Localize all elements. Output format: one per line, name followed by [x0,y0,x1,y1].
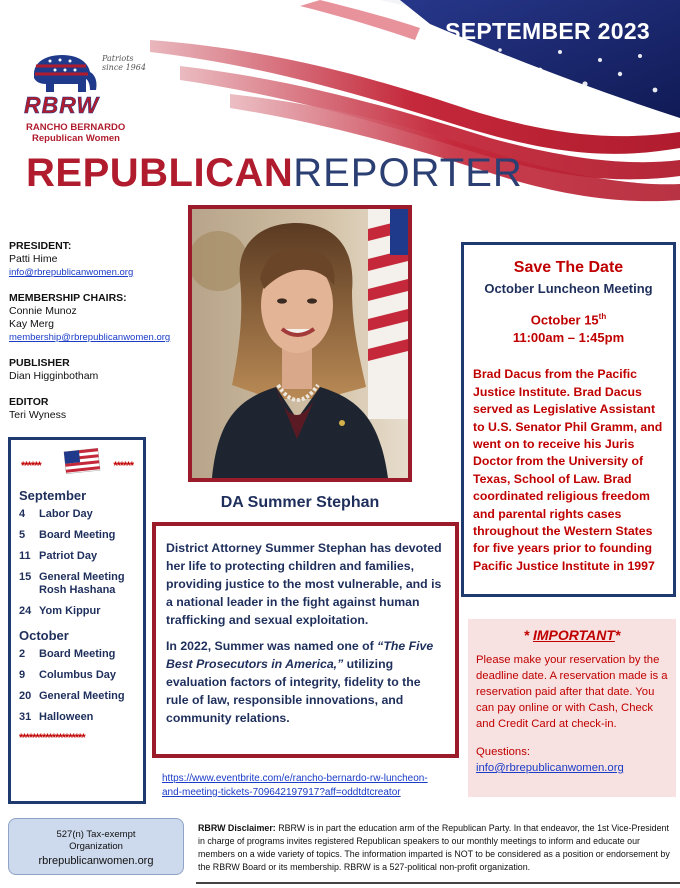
portrait-caption: DA Summer Stephan [220,494,380,511]
logo-org-line1: RANCHO BERNARDO [26,122,126,133]
speaker-bio-box [152,522,459,758]
calendar-event: 20 General Meeting [19,690,125,702]
eventbrite-ticket-link[interactable]: https://www.eventbrite.com/e/rancho-bernardo-rw-luncheon- and-meeting-tickets-709642197917?aff=oddtdtcreator [162,773,428,798]
calendar-event: 24 Yom Kippur [19,605,101,617]
disclaimer: RBRW Disclaimer: RBRW is in part the education arm of the Republican Party. In that endeavor, the 1st Vice-President in charge of programs invites registered Republican speakers to our monthly meetings to inform and educate our members on a wide variety of topics. The information imparted is NOT to be considered as a position or endorsement by the RBRW Board or its membership. RBRW is a 527-political non-profit organization. [198,823,670,872]
issue-date: SEPTEMBER 2023 [445,18,650,44]
calendar-event: 5 Board Meeting [19,529,116,541]
speaker-portrait [188,205,412,482]
calendar-event: 15 General Meeting Rosh Hashana [19,571,125,596]
title-part-reporter: REPORTER [293,151,523,195]
portrait-image [192,209,408,478]
newsletter-title [26,150,523,196]
questions-label: Questions: [476,746,531,758]
calendar-month-october: October [19,628,69,643]
calendar-event: 9 Columbus Day [19,669,117,681]
officers-list [9,240,179,435]
logo-motto: Patriots since 1964 [102,54,146,72]
membership-email-link[interactable]: membership@rbrepublicanwomen.org [9,332,171,343]
important-heading: * IMPORTANT* [523,627,621,643]
important-body: Please make your reservation by the deadline date. A reservation made is a reservation paid after that date. You can pay online or with Cash, Check and Credit Card at check-in. [476,654,668,730]
officer-president: PRESIDENT: Patti Hime info@rbrepublicanwomen.org [9,240,179,279]
calendar-stars-divider: ******************** [19,732,85,744]
calendar-header: ****** ****** [19,446,135,478]
calendar-event: 11 Patriot Day [19,550,98,562]
calendar-event: 31 Halloween [19,711,94,723]
officer-publisher: PUBLISHER Dian Higginbotham [9,357,99,382]
footer-divider [196,882,680,884]
us-flag-icon [63,446,101,476]
calendar-event: 4 Labor Day [19,508,93,520]
title-part-republican: REPUBLICAN [26,151,294,195]
important-notice [468,619,676,797]
events-calendar [8,437,146,804]
questions-email-link[interactable]: info@rbrepublicanwomen.org [476,762,624,774]
calendar-month-september: September [19,488,87,503]
event-date: October 15th [530,312,607,328]
save-the-date-box [461,242,676,597]
calendar-event: 2 Board Meeting [19,648,116,660]
tax-status-box: 527(n) Tax-exempt Organization rbrepublicanwomen.org [8,818,184,875]
bio-paragraph-1: District Attorney Summer Stephan has devoted her life to protecting children and families, providing justice to the most vulnerable, and is a national leader in the fight against human trafficking and sexual exploitation. [166,541,442,627]
speaker-description: Brad Dacus from the Pacific Justice Institute. Brad Dacus served as Legislative Assistant to U.S. Senator Phil Gramm, and went on to receive his Juris Doctor from the University of Texas, School of Law. Brad coordinated religious freedom and parental rights cases throughout the Western States for five years prior to founding Pacific Justice Institute in 1997 [473,367,663,573]
logo-org-line2: Republican Women [32,133,120,144]
masthead-banner [0,0,680,210]
bio-paragraph-2: In 2022, Summer was named one of “The Five Best Prosecutors in America,” utilizing evaluation factors of integrity, fidelity to the rule of law, responsible innovations, and community relations. [166,639,434,725]
president-email-link[interactable]: info@rbrepublicanwomen.org [9,267,134,278]
save-the-date-title: Save The Date [513,259,624,276]
save-the-date-subtitle: October Luncheon Meeting [484,281,653,296]
website-text: rbrepublicanwomen.org [38,855,154,867]
elephant-icon [26,52,102,96]
officer-editor: EDITOR Teri Wyness [9,396,67,421]
officer-membership: MEMBERSHIP CHAIRS: Connie Munoz Kay Merg membership@rbrepublicanwomen.org [9,292,179,344]
logo-acronym: RBRW [24,92,100,118]
rbrw-logo [24,52,152,152]
event-time: 11:00am – 1:45pm [512,330,625,346]
